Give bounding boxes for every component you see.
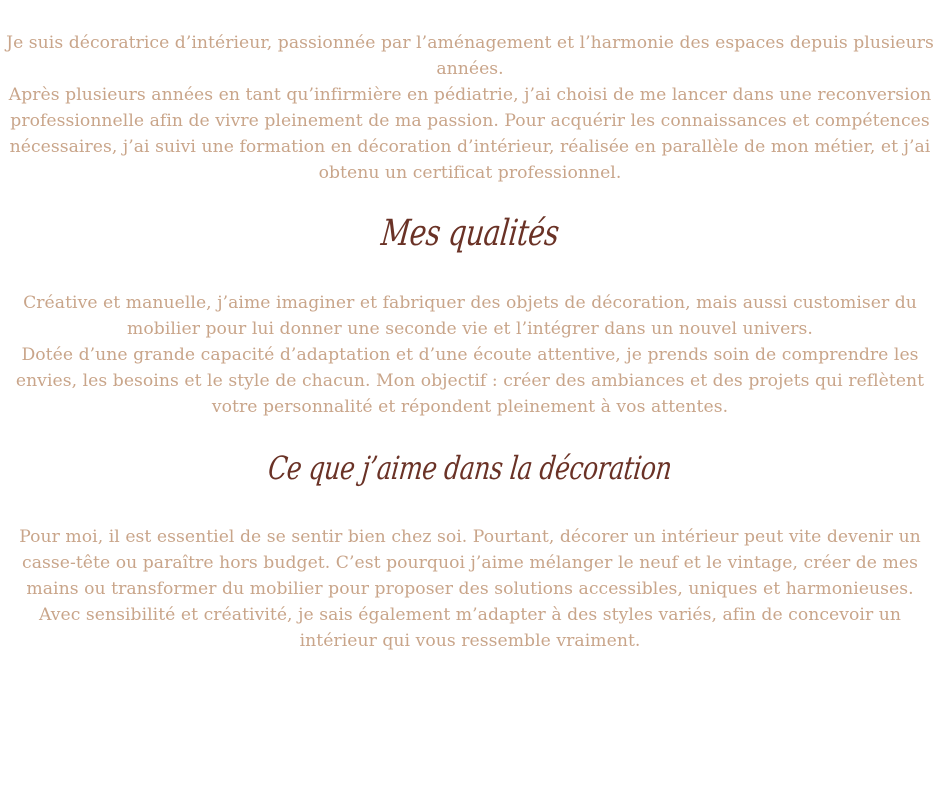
intro-paragraph-1: Je suis décoratrice d’intérieur, passionnée par l’aménagement et l’harmonie des espaces depuis plusieurs années. xyxy=(6,33,934,79)
intro-paragraph-2: Après plusieurs années en tant qu’infirmière en pédiatrie, j’ai choisi de me lancer dans une reconversion professionnelle afin de vivre pleinement de ma passion. Pour acquérir les connaissances et compétences nécessaires, j’ai suivi une formation en décoration d’intérieur, réalisée en parallèle de mon métier, et j’ai obtenu un certificat professionnel. xyxy=(8,85,932,183)
decoration-paragraph-1: Pour moi, il est essentiel de se sentir bien chez soi. Pourtant, décorer un intérieur peut vite devenir un casse-tête ou paraître hors budget. C’est pourquoi j’aime mélanger le neuf et le vintage, créer de mes mains ou transformer du mobilier pour proposer des solutions accessibles, uniques et harmonieuses. xyxy=(19,527,921,599)
qualites-paragraph-2: Dotée d’une grande capacité d’adaptation et d’une écoute attentive, je prends soin de comprendre les envies, les besoins et le style de chacun. Mon objectif : créer des ambiances et des projets qui reflètent votre personnalité et répondent pleinement à vos attentes. xyxy=(15,345,925,417)
intro-section xyxy=(0,30,940,186)
decoration-section xyxy=(0,524,940,654)
qualites-section xyxy=(0,290,940,420)
decoration-heading: Ce que j’aime dans la décoration xyxy=(266,449,674,487)
qualites-paragraph-1: Créative et manuelle, j’aime imaginer et fabriquer des objets de décoration, mais aussi customiser du mobilier pour lui donner une seconde vie et l’intégrer dans un nouvel univers. xyxy=(23,293,917,339)
qualites-heading: Mes qualités xyxy=(379,213,561,254)
decoration-paragraph-2: Avec sensibilité et créativité, je sais également m’adapter à des styles variés, afin de concevoir un intérieur qui vous ressemble vraiment. xyxy=(38,605,902,651)
